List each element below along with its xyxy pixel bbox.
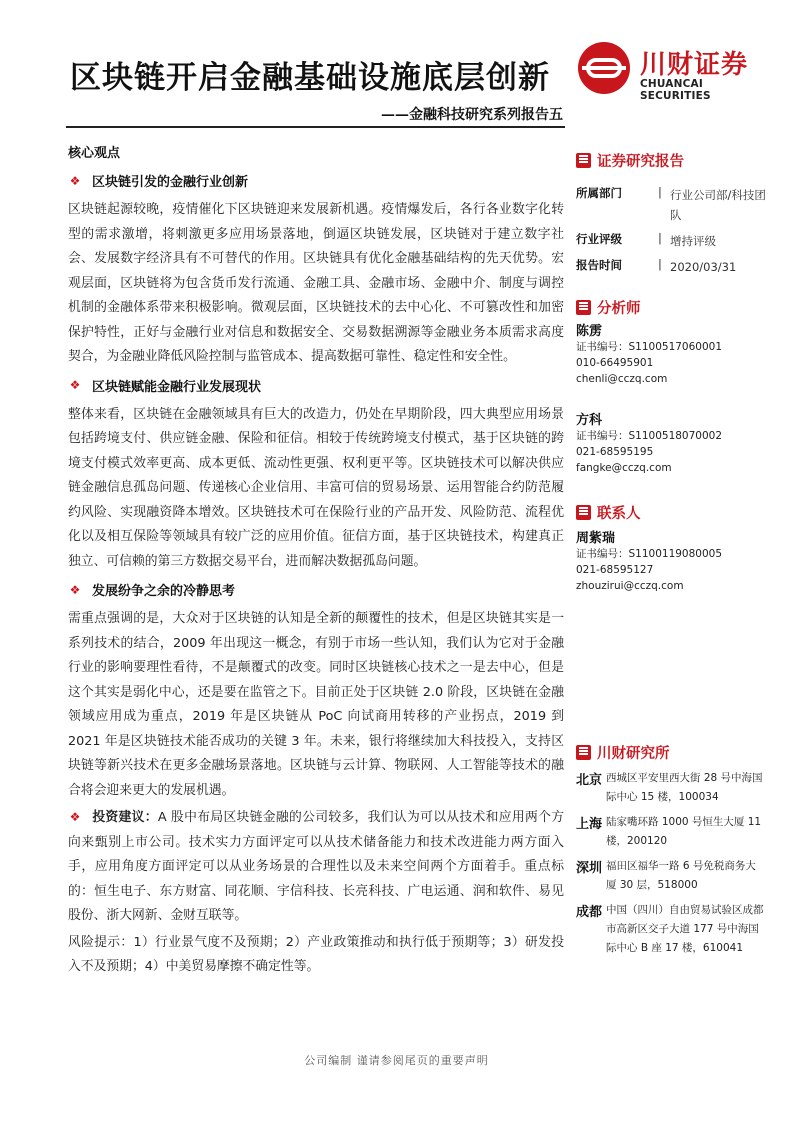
- section-paragraph: 需重点强调的是，大众对于区块链的认知是全新的颠覆性的技术，但是区块链其实是一系列技术的结合，2009 年出现这一概念，有别于市场一些认知，我们认为它对于金融行业的影响要理性看待，不是颠覆式的改变。同时区块链核心技术之一是去中心，但是这个其实是弱化中心，还是要在监管之下。目前正处于区块链 2.0 阶段，区块链在金融领域应用成为重点，2019 年是区块链从 PoC 向试商用转移的产业拐点，2019 到 2021 年是区块链技术能否成功的关键 3 年。未来，银行将继续加大科技投入，支持区块链等新兴技术在更多金融场景落地。区块链与云计算、物联网、人工智能等技术的融合将会迎来更大的发展机遇。: [68, 611, 564, 798]
- diamond-bullet-icon: ❖: [69, 378, 81, 392]
- advice-label: 投资建议：: [92, 810, 158, 825]
- logo-cn-text: 川财证券: [640, 50, 749, 80]
- contact-card: [576, 527, 766, 594]
- diamond-bullet-icon: ❖: [69, 810, 81, 824]
- contact-icon: [576, 505, 591, 520]
- info-row-rating: 行业评级 | 增持评级: [576, 231, 716, 248]
- report-icon: [576, 153, 591, 168]
- advice-text: A 股中布局区块链金融的公司较多，我们认为可以从技术和应用两个方向来甄别上市公司。技术实力方面评定可以从技术储备能力和技术改进能力两方面入手，应用角度方面评定可以从业务场景的合理性以及未来空间两个方面着手。重点标的：恒生电子、东方财富、同花顺、宇信科技、长亮科技、广电运通、润和软件、易见股份、浙大网新、金财互联等。: [68, 810, 565, 923]
- diamond-bullet-icon: ❖: [69, 173, 81, 188]
- office-item: [576, 857, 766, 895]
- company-logo: [578, 42, 758, 100]
- institute-icon: [576, 745, 591, 760]
- office-address: 西城区平安里西大街 28 号中海国际中心 15 楼，100034: [606, 772, 763, 803]
- section-heading: [68, 376, 564, 395]
- contact-phone: 021-68595127: [576, 564, 654, 576]
- page-footer: 公司编制 谨请参阅尾页的重要声明: [304, 1054, 489, 1067]
- analyst-card: [576, 320, 766, 387]
- logo-en-text: CHUANCAI SECURITIES: [640, 78, 711, 102]
- report-title: 区块链开启金融基础设施底层创新: [70, 60, 550, 96]
- section-heading: [68, 580, 564, 599]
- core-view-title: 核心观点: [68, 146, 121, 161]
- analyst-name: 陈雳: [576, 324, 603, 339]
- analyst-phone: 021-68595195: [576, 446, 654, 458]
- contact-name: 周紫瑞: [576, 531, 616, 546]
- info-row-date: 报告时间 | 2020/03/31: [576, 257, 737, 274]
- diamond-bullet-icon: ❖: [69, 582, 81, 597]
- section-paragraph: 整体来看，区块链在金融领域具有巨大的改造力，仍处在早期阶段，四大典型应用场景包括跨境支付、供应链金融、保险和征信。相较于传统跨境支付模式，基于区块链的跨境支付模式效率更高、成本更低、流动性更强、权利更平等。区块链技术可以解决供应链金融信息孤岛问题、传递核心企业信用、丰富可信的贸易场景、运用智能合约防范履约风险、实现融资降本增效。区块链技术可在保险行业的产品开发、风险防范、流程优化以及相互保险等领域具有较广泛的应用价值。征信方面，基于区块链技术，构建真正独立、可信赖的第三方数据交易平台，进而解决数据孤岛问题。: [68, 406, 564, 569]
- analyst-phone: 010-66495901: [576, 357, 654, 369]
- office-city: 上海: [576, 817, 603, 832]
- report-subtitle: ——金融科技研究系列报告五: [381, 107, 563, 123]
- contact-cert: 证书编号：S1100119080005: [576, 548, 723, 560]
- office-city: 深圳: [576, 861, 603, 876]
- contact-heading: 联系人: [576, 502, 766, 523]
- office-address: 福田区福华一路 6 号免税商务大厦 30 层，518000: [606, 860, 756, 891]
- logo-mark-icon: [578, 42, 630, 94]
- office-address: 陆家嘴环路 1000 号恒生大厦 11 楼，200120: [606, 816, 762, 847]
- section-heading: [68, 171, 564, 190]
- office-city: 北京: [576, 773, 603, 788]
- main-content: [68, 142, 564, 980]
- section-paragraph: 区块链起源较晚，疫情催化下区块链迎来发展新机遇。疫情爆发后，各行各业数字化转型的需求激增，将刺激更多应用场景落地，倒逼区块链发展，区块链对于建立数字社会、发展数字经济具有不可替代的作用。区块链具有优化金融基础结构的先天优势。宏观层面，区块链将为包含货币发行流通、金融工具、金融市场、金融中介、制度与调控机制的金融体系带来积极影响。微观层面，区块链技术的去中心化、不可篡改性和加密保护特性，正好与金融行业对信息和数据安全、交易数据溯源等金融业务本质需求高度契合，为金融业降低风险控制与监管成本、提高数据可靠性、稳定性和安全性。: [68, 202, 564, 364]
- contact-email[interactable]: zhouzirui@cczq.com: [576, 580, 684, 592]
- info-row-department: 所属部门 | 行业公司部/科技团队: [576, 185, 766, 222]
- section-heading-text: 区块链引发的金融行业创新: [92, 175, 249, 190]
- header-divider: [66, 126, 565, 128]
- risk-warning: 风险提示：1）行业景气度不及预期；2）产业政策推动和执行低于预期等；3）研发投入不及预期；4）中美贸易摩擦不确定性等。: [68, 934, 564, 974]
- analyst-card: [576, 409, 766, 476]
- section-heading-text: 区块链赋能金融行业发展现状: [92, 379, 262, 395]
- institute-heading: 川财研究所: [576, 742, 766, 763]
- office-address: 中国（四川）自由贸易试验区成都市高新区交子大道 177 号中海国际中心 B 座 17 楼，610041: [606, 904, 764, 954]
- analyst-cert: 证书编号：S1100517060001: [576, 341, 723, 353]
- investment-advice: [68, 805, 564, 929]
- office-item: [576, 813, 766, 851]
- analyst-email[interactable]: chenli@cczq.com: [576, 373, 668, 385]
- office-list: [576, 769, 766, 958]
- report-type-heading: 证券研究报告: [576, 150, 766, 171]
- office-city: 成都: [576, 905, 603, 920]
- analyst-heading: 分析师: [576, 297, 766, 318]
- analyst-icon: [576, 300, 591, 315]
- office-item: [576, 901, 766, 958]
- analyst-cert: 证书编号：S1100518070002: [576, 430, 723, 442]
- section-heading-text: 发展纷争之余的冷静思考: [92, 584, 236, 599]
- office-item: [576, 769, 766, 807]
- analyst-email[interactable]: fangke@cczq.com: [576, 462, 672, 474]
- analyst-name: 方科: [576, 413, 603, 428]
- sidebar: [576, 150, 766, 958]
